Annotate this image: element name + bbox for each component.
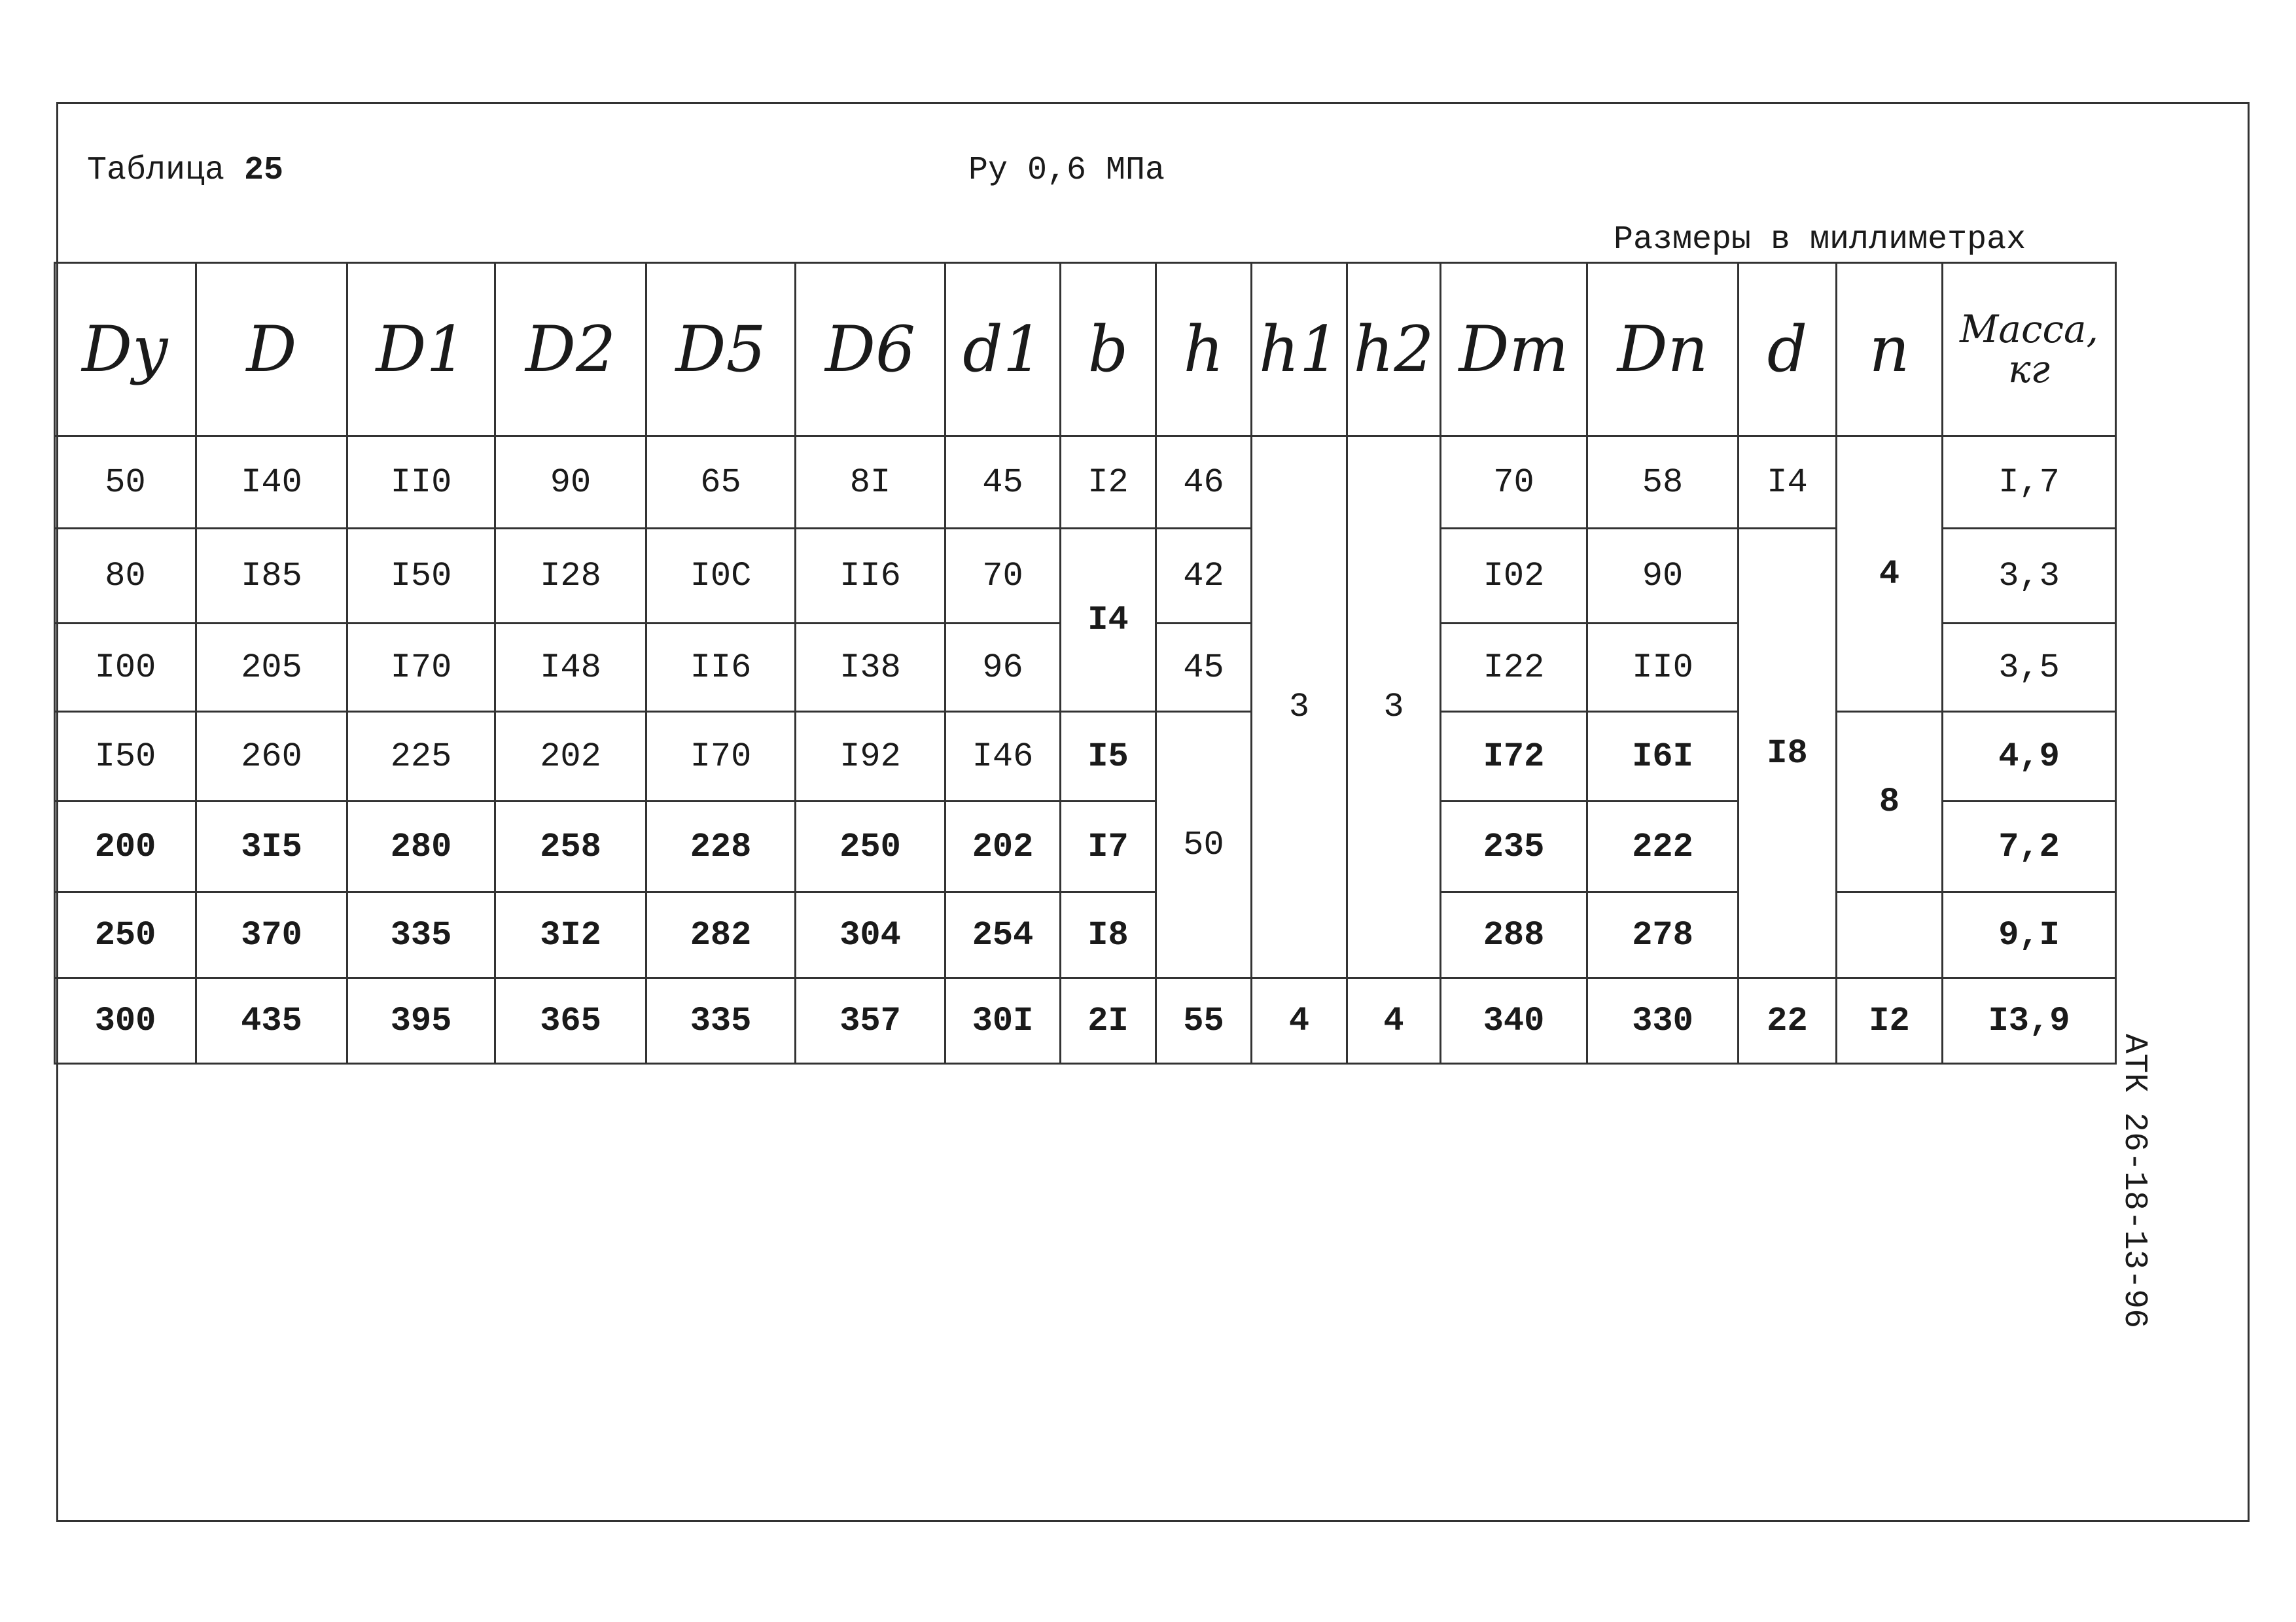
cell-n xyxy=(1837,892,1943,978)
cell-d: 435 xyxy=(196,978,347,1064)
cell-b: I7 xyxy=(1061,802,1156,892)
cell-b: I5 xyxy=(1061,712,1156,802)
cell-h-merged: 50 xyxy=(1156,712,1252,978)
cell-b: 2I xyxy=(1061,978,1156,1064)
col-header-small-d: d xyxy=(1739,263,1837,436)
cell-mass: I3,9 xyxy=(1943,978,2116,1064)
cell-h: 45 xyxy=(1156,624,1252,712)
cell-d2: 3I2 xyxy=(495,892,646,978)
table-row xyxy=(55,436,2116,529)
cell-d5: I70 xyxy=(646,712,796,802)
cell-mass: 7,2 xyxy=(1943,802,2116,892)
cell-d1: I50 xyxy=(347,529,495,624)
cell-dy: 250 xyxy=(55,892,196,978)
table-row xyxy=(55,978,2116,1064)
cell-n-merged: 4 xyxy=(1837,436,1943,712)
col-header-d1: D1 xyxy=(347,263,495,436)
col-header-d5: D5 xyxy=(646,263,796,436)
col-header-mass: Масса, кг xyxy=(1943,263,2116,436)
dimensions-table xyxy=(54,262,2117,1065)
cell-d: 370 xyxy=(196,892,347,978)
cell-dm: 288 xyxy=(1441,892,1587,978)
cell-d2: 202 xyxy=(495,712,646,802)
cell-mass: 9,I xyxy=(1943,892,2116,978)
col-header-dy: Dу xyxy=(55,263,196,436)
document-code: АТК 26-18-13-96 xyxy=(2115,1034,2153,1329)
col-header-h: h xyxy=(1156,263,1252,436)
cell-d2: I28 xyxy=(495,529,646,624)
cell-dy: I00 xyxy=(55,624,196,712)
cell-dm: I02 xyxy=(1441,529,1587,624)
cell-small-d: I4 xyxy=(1739,436,1837,529)
cell-small-d1: 96 xyxy=(945,624,1061,712)
cell-small-d1: I46 xyxy=(945,712,1061,802)
cell-b-merged: I4 xyxy=(1061,529,1156,712)
cell-d: I85 xyxy=(196,529,347,624)
cell-dy: I50 xyxy=(55,712,196,802)
col-header-b: b xyxy=(1061,263,1156,436)
cell-mass: I,7 xyxy=(1943,436,2116,529)
cell-b: I2 xyxy=(1061,436,1156,529)
cell-d6: 304 xyxy=(796,892,945,978)
cell-dn: 222 xyxy=(1587,802,1739,892)
cell-n-merged: 8 xyxy=(1837,712,1943,892)
cell-small-d-merged: I8 xyxy=(1739,529,1837,978)
cell-d6: 8I xyxy=(796,436,945,529)
cell-h2-merged: 3 xyxy=(1347,436,1441,978)
cell-dy: 50 xyxy=(55,436,196,529)
cell-d6: II6 xyxy=(796,529,945,624)
cell-d2: 365 xyxy=(495,978,646,1064)
cell-d6: 250 xyxy=(796,802,945,892)
cell-h2: 4 xyxy=(1347,978,1441,1064)
cell-d: 3I5 xyxy=(196,802,347,892)
cell-mass: 4,9 xyxy=(1943,712,2116,802)
cell-d1: 395 xyxy=(347,978,495,1064)
cell-dn: 330 xyxy=(1587,978,1739,1064)
cell-d1: 280 xyxy=(347,802,495,892)
cell-d1: II0 xyxy=(347,436,495,529)
cell-d5: I0C xyxy=(646,529,796,624)
cell-d6: I38 xyxy=(796,624,945,712)
cell-d5: 228 xyxy=(646,802,796,892)
col-header-d2: D2 xyxy=(495,263,646,436)
cell-d5: 282 xyxy=(646,892,796,978)
cell-h1: 4 xyxy=(1252,978,1347,1064)
cell-b: I8 xyxy=(1061,892,1156,978)
cell-dy: 80 xyxy=(55,529,196,624)
cell-d: 205 xyxy=(196,624,347,712)
col-header-d6: D6 xyxy=(796,263,945,436)
cell-small-d: 22 xyxy=(1739,978,1837,1064)
col-header-dn: Dn xyxy=(1587,263,1739,436)
cell-dn: II0 xyxy=(1587,624,1739,712)
cell-dn: I6I xyxy=(1587,712,1739,802)
cell-dm: 340 xyxy=(1441,978,1587,1064)
cell-d2: 258 xyxy=(495,802,646,892)
table-title: Таблица 25 xyxy=(87,152,284,189)
cell-d5: 335 xyxy=(646,978,796,1064)
cell-n: I2 xyxy=(1837,978,1943,1064)
units-note: Размеры в миллиметрах xyxy=(1614,221,2026,258)
col-header-h2: h2 xyxy=(1347,263,1441,436)
cell-small-d1: 30I xyxy=(945,978,1061,1064)
cell-dn: 278 xyxy=(1587,892,1739,978)
cell-h1-merged: 3 xyxy=(1252,436,1347,978)
cell-h: 42 xyxy=(1156,529,1252,624)
table-header-row xyxy=(55,263,2116,436)
cell-h: 55 xyxy=(1156,978,1252,1064)
cell-d1: 225 xyxy=(347,712,495,802)
col-header-small-d1: d1 xyxy=(945,263,1061,436)
cell-d2: I48 xyxy=(495,624,646,712)
cell-d1: I70 xyxy=(347,624,495,712)
cell-dm: I22 xyxy=(1441,624,1587,712)
cell-dm: I72 xyxy=(1441,712,1587,802)
cell-dm: 70 xyxy=(1441,436,1587,529)
col-header-d: D xyxy=(196,263,347,436)
cell-d1: 335 xyxy=(347,892,495,978)
cell-dy: 200 xyxy=(55,802,196,892)
col-header-n: n xyxy=(1837,263,1943,436)
cell-h: 46 xyxy=(1156,436,1252,529)
cell-dn: 90 xyxy=(1587,529,1739,624)
cell-d6: I92 xyxy=(796,712,945,802)
cell-mass: 3,3 xyxy=(1943,529,2116,624)
cell-d5: II6 xyxy=(646,624,796,712)
cell-d2: 90 xyxy=(495,436,646,529)
cell-dm: 235 xyxy=(1441,802,1587,892)
cell-dy: 300 xyxy=(55,978,196,1064)
cell-mass: 3,5 xyxy=(1943,624,2116,712)
cell-d5: 65 xyxy=(646,436,796,529)
cell-dn: 58 xyxy=(1587,436,1739,529)
cell-d: 260 xyxy=(196,712,347,802)
cell-d: I40 xyxy=(196,436,347,529)
cell-small-d1: 45 xyxy=(945,436,1061,529)
cell-d6: 357 xyxy=(796,978,945,1064)
cell-small-d1: 202 xyxy=(945,802,1061,892)
table-row xyxy=(55,529,2116,624)
col-header-dm: Dm xyxy=(1441,263,1587,436)
col-header-h1: h1 xyxy=(1252,263,1347,436)
cell-small-d1: 254 xyxy=(945,892,1061,978)
pressure-rating: Ру 0,6 МПа xyxy=(968,152,1165,189)
cell-small-d1: 70 xyxy=(945,529,1061,624)
